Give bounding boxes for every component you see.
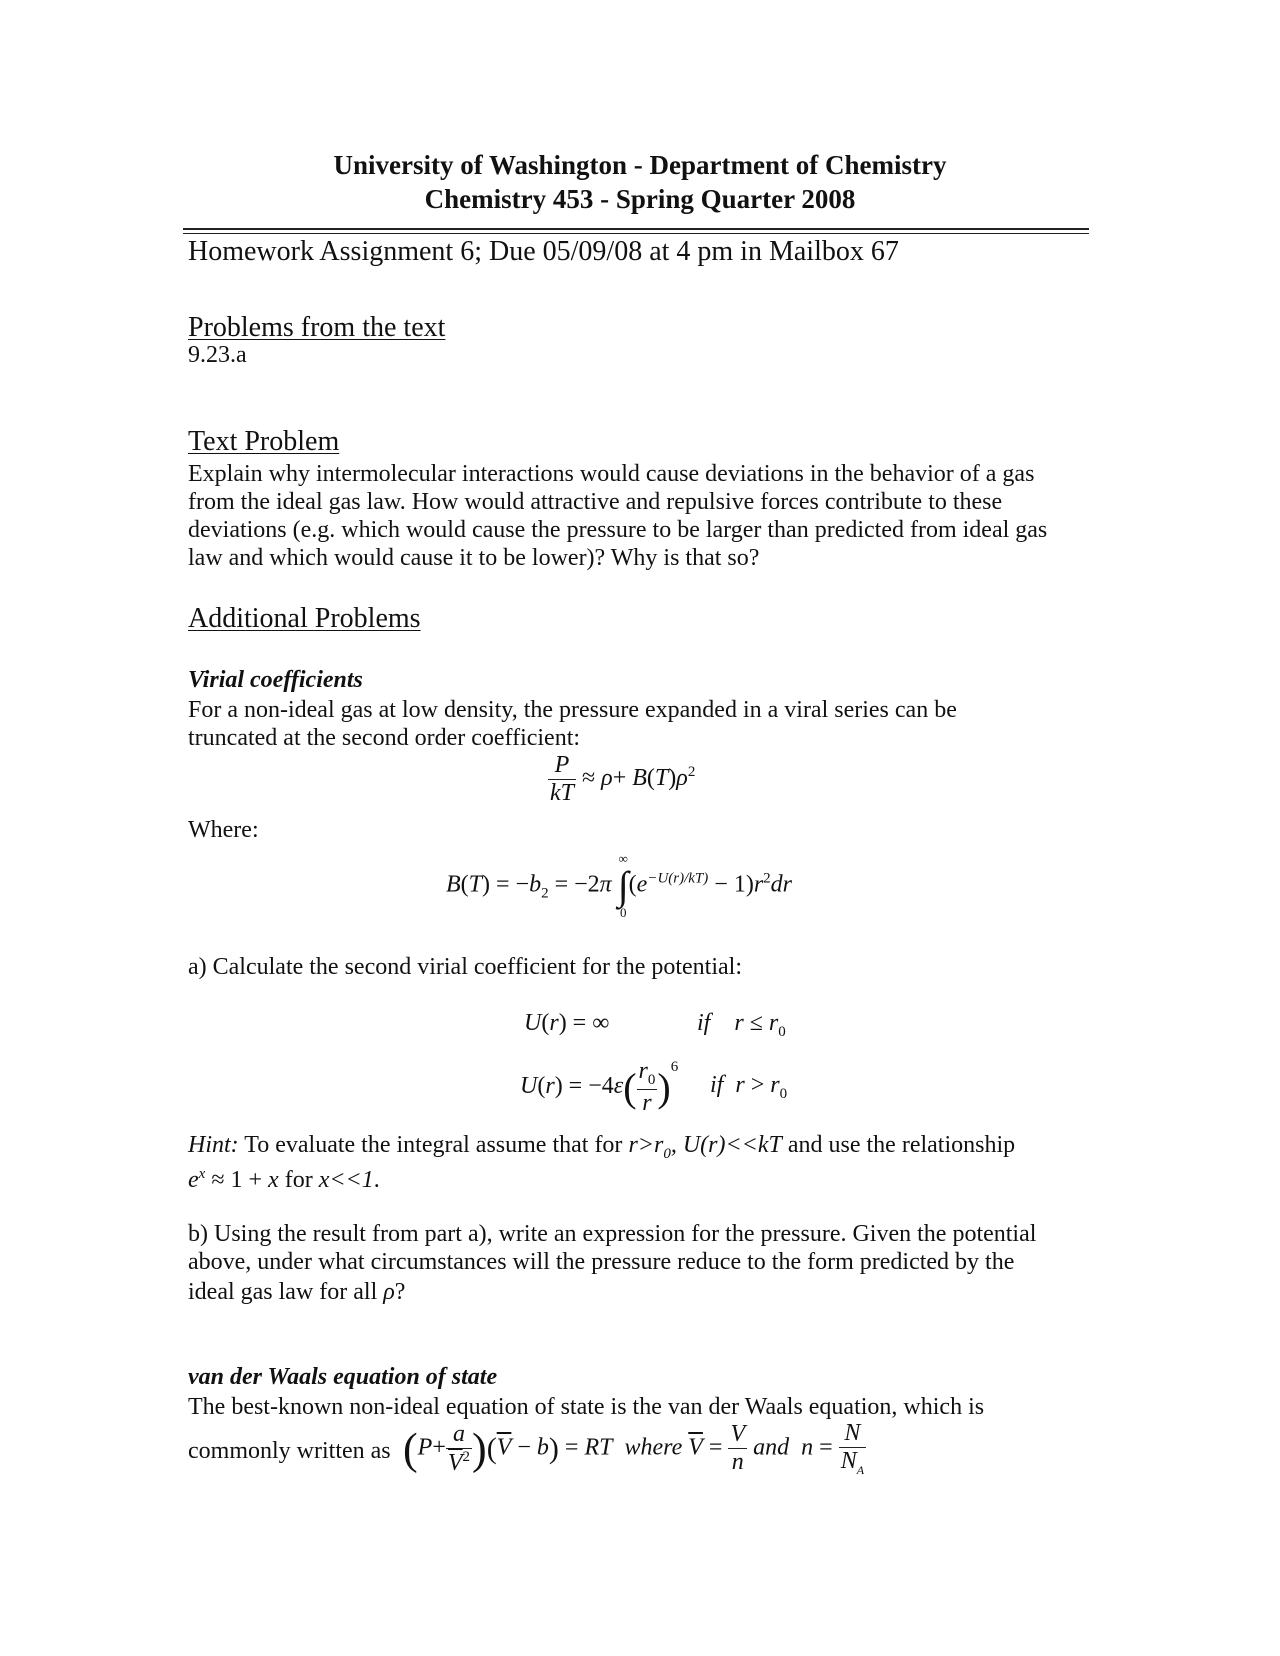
virial-expansion-equation: $\frac{P}{kT}$ ≈ $\rho+ B(T)\rho^2$ xyxy=(550,752,696,806)
text-problem-line: deviations (e.g. which would cause the pressure to be larger than predicted from ideal gas xyxy=(188,517,1048,543)
assignment-title: Homework Assignment 6; Due 05/09/08 at 4 pm in Mailbox 67 xyxy=(188,236,899,267)
text-problem-line: Explain why intermolecular interactions would cause deviations in the behavior of a gas xyxy=(188,461,1035,487)
vdw-title: van der Waals equation of state xyxy=(188,1364,498,1390)
vdw-line-1: The best-known non-ideal equation of state is the van der Waals equation, which is xyxy=(188,1394,985,1420)
where-label: Where: xyxy=(188,817,259,843)
part-b-line: b) Using the result from part a), write an expression for the pressure. Given the potential xyxy=(188,1221,1037,1247)
part-b-line-last: ideal gas law for all ρ? xyxy=(188,1279,406,1305)
potential-case-2: U(r) = −4ε( $\frac{r_0}{r}$ )$^6$ xyxy=(520,1058,679,1116)
hint-text-3: for xyxy=(284,1167,313,1193)
virial-title: Virial coefficients xyxy=(188,667,363,693)
potential-condition-1: if $r \le r_0$ xyxy=(697,1010,786,1040)
hint-text-2: and use the relationship xyxy=(787,1132,1016,1158)
second-virial-integral-equation: $B(T) = -b_2 = -2\pi$ ∞ ∫ 0 $(e^{-U(r)/kT)} - 1)r^2dr$ xyxy=(446,851,792,920)
text-problem-line: from the ideal gas law. How would attractive and repulsive forces contribute to these xyxy=(188,489,1003,515)
hint-line-2: $e^x \approx 1 + x$ for x<<1. xyxy=(188,1166,380,1193)
problems-from-text-heading: Problems from the text xyxy=(188,312,446,343)
header-rule-thin xyxy=(183,233,1089,234)
potential-condition-2: if $r > r_0$ xyxy=(710,1072,788,1102)
text-problem-heading: Text Problem xyxy=(188,426,340,457)
hint-line: Hint: To evaluate the integral assume that for $r>r_0$, U(r)<<kT and use the relationship xyxy=(188,1132,1016,1162)
vdw-line-2: commonly written as xyxy=(188,1438,391,1464)
hint-label: Hint: xyxy=(188,1132,239,1158)
text-problem-line: law and which would cause it to be lower)? Why is that so? xyxy=(188,545,760,571)
header-course: Chemistry 453 - Spring Quarter 2008 xyxy=(424,184,856,214)
problems-from-text-items: 9.23.a xyxy=(188,342,247,368)
potential-case-1: U(r) = ∞ xyxy=(524,1010,610,1036)
hint-text: To evaluate the integral assume that for xyxy=(244,1132,623,1158)
additional-problems-heading: Additional Problems xyxy=(188,603,421,634)
vdw-equation: (P+ $\frac{a}{\overline{V}^2}$ )$(\overline{V} - b)$ = RT where $\overline{V}$ = $\frac{V}{n}$ and n = $\frac{N}{N_A}$ xyxy=(403,1420,865,1477)
part-b-line: above, under what circumstances will the pressure reduce to the form predicted by the xyxy=(188,1249,1015,1275)
part-a-text: a) Calculate the second virial coefficient for the potential: xyxy=(188,954,742,980)
virial-intro-line: truncated at the second order coefficient: xyxy=(188,725,581,751)
virial-intro-line: For a non-ideal gas at low density, the pressure expanded in a viral series can be xyxy=(188,697,957,723)
header-university: University of Washington - Department of Chemistry xyxy=(333,150,947,180)
header-rule xyxy=(183,228,1089,230)
